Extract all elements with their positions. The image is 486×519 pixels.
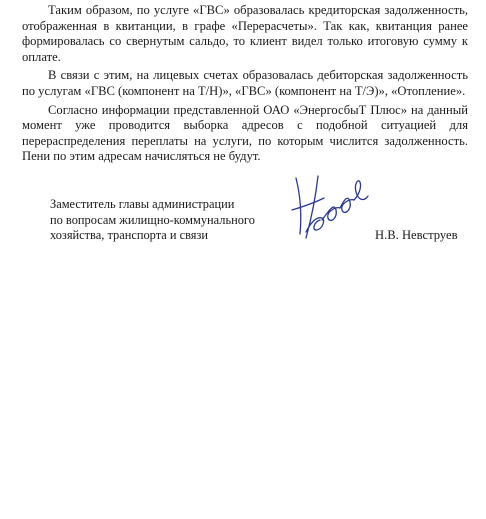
signatory-title-line-3: хозяйства, транспорта и связи — [50, 228, 208, 243]
signatory-title-line-1: Заместитель главы администрации — [50, 197, 235, 211]
signatory-title — [50, 197, 255, 244]
paragraph-2: В связи с этим, на лицевых счетах образовалась дебиторская задолженность по услугам «ГВС (компонент на Т/Н)», «ГВС» (компонент на Т/Э)», «Отопление». — [22, 68, 468, 98]
signatory-title-line-2: по вопросам жилищно-коммунального — [50, 212, 255, 227]
paragraph-3: Согласно информации представленной ОАО «ЭнергосбыТ Плюс» на данный момент уже проводится выборка адресов с подобной ситуацией для перераспределения переплаты на услуги, по которым числится задолженность. Пени по этим адресам начисляться не будут. — [22, 102, 468, 164]
letter-body — [22, 3, 468, 168]
signatory-name: Н.В. Невструев — [375, 228, 458, 242]
handwritten-signature — [282, 172, 377, 252]
paragraph-1: Таким образом, по услуге «ГВС» образовалась кредиторская задолженность, отображенная в квитанции, в графе «Перерасчеты». Так как, квитанция ранее формировалась со свернутым сальдо, то клиент видел только итоговую сумму к оплате. — [22, 3, 468, 64]
